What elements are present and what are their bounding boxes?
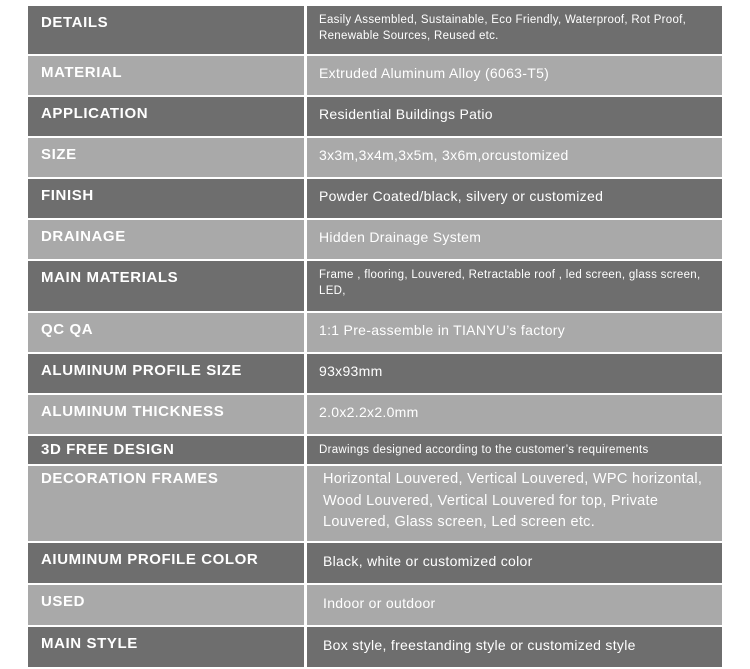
row-label: MAIN STYLE xyxy=(28,626,306,668)
row-value: 1:1 Pre-assemble in TIANYU’s factory xyxy=(306,312,723,353)
row-label: ALUMINUM THICKNESS xyxy=(28,394,306,435)
row-value: Extruded Aluminum Alloy (6063-T5) xyxy=(306,55,723,96)
row-label: AIUMINUM PROFILE COLOR xyxy=(28,542,306,584)
row-label: SIZE xyxy=(28,137,306,178)
table-row xyxy=(28,260,722,312)
table-row xyxy=(28,5,722,55)
row-label: MAIN MATERIALS xyxy=(28,260,306,312)
row-value: Black, white or customized color xyxy=(306,542,723,584)
table-row xyxy=(28,219,722,260)
row-label: QC QA xyxy=(28,312,306,353)
row-value: 93x93mm xyxy=(306,353,723,394)
row-value: Indoor or outdoor xyxy=(306,584,723,626)
row-label: ALUMINUM PROFILE SIZE xyxy=(28,353,306,394)
row-label: APPLICATION xyxy=(28,96,306,137)
row-value: Residential Buildings Patio xyxy=(306,96,723,137)
row-label: DRAINAGE xyxy=(28,219,306,260)
row-value: 3x3m,3x4m,3x5m, 3x6m,orcustomized xyxy=(306,137,723,178)
table-row xyxy=(28,96,722,137)
table-row xyxy=(28,137,722,178)
row-value: Hidden Drainage System xyxy=(306,219,723,260)
table-row xyxy=(28,465,722,542)
spec-table xyxy=(28,4,722,669)
row-value: Frame , flooring, Louvered, Retractable roof , led screen, glass screen, LED, xyxy=(306,260,723,312)
table-row xyxy=(28,435,722,465)
row-label: 3D FREE DESIGN xyxy=(28,435,306,465)
row-value: Drawings designed according to the customer’s requirements xyxy=(306,435,723,465)
table-row xyxy=(28,542,722,584)
row-label: FINISH xyxy=(28,178,306,219)
table-row xyxy=(28,312,722,353)
table-row xyxy=(28,353,722,394)
row-value: Box style, freestanding style or customized style xyxy=(306,626,723,668)
row-label: MATERIAL xyxy=(28,55,306,96)
row-label: USED xyxy=(28,584,306,626)
row-value: Powder Coated/black, silvery or customized xyxy=(306,178,723,219)
table-row xyxy=(28,394,722,435)
row-label: DETAILS xyxy=(28,5,306,55)
row-value: 2.0x2.2x2.0mm xyxy=(306,394,723,435)
table-row xyxy=(28,584,722,626)
table-row xyxy=(28,178,722,219)
row-value: Horizontal Louvered, Vertical Louvered, WPC horizontal, Wood Louvered, Vertical Louvered for top, Private Louvered, Glass screen, Led screen etc. xyxy=(306,465,723,542)
table-row xyxy=(28,626,722,668)
row-value: Easily Assembled, Sustainable, Eco Friendly, Waterproof, Rot Proof, Renewable Sources, Reused etc. xyxy=(306,5,723,55)
row-label: DECORATION FRAMES xyxy=(28,465,306,542)
table-row xyxy=(28,55,722,96)
